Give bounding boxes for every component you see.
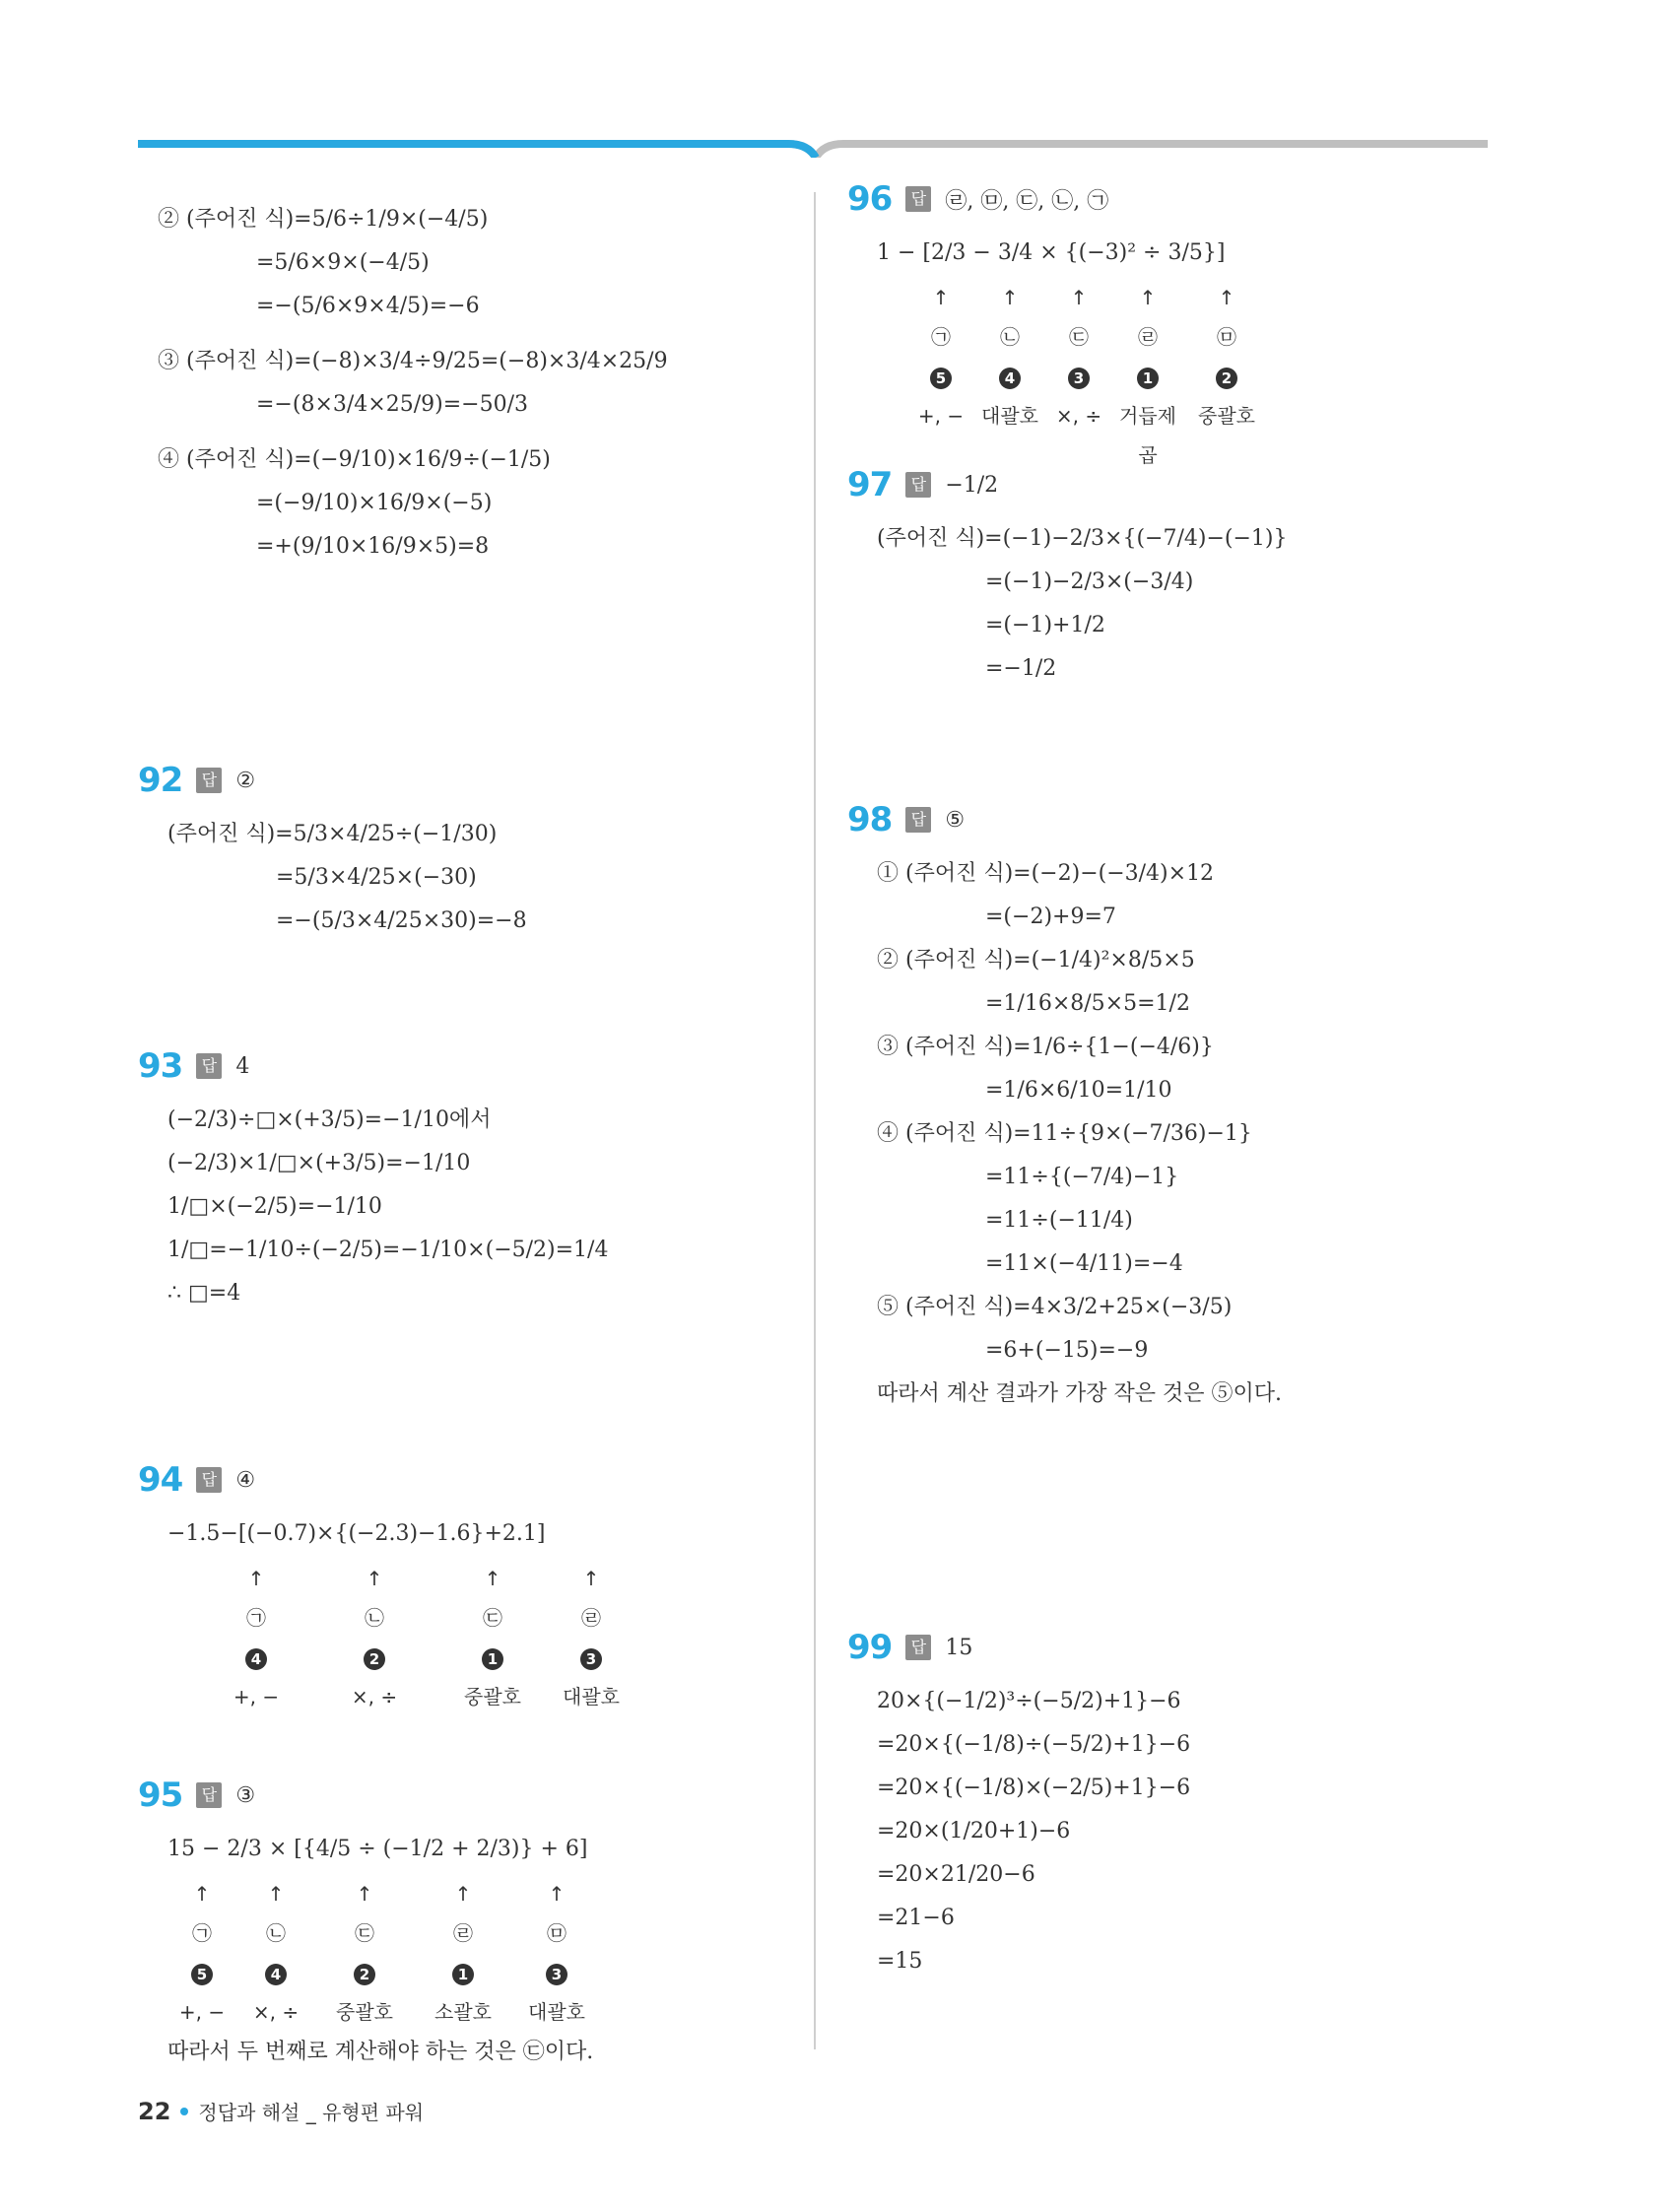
problem-number: 93 <box>138 1046 183 1086</box>
solution-line: 1/□=−1/10÷(−2/5)=−1/10×(−5/2)=1/4 <box>167 1238 609 1262</box>
solution-line: (주어진 식)=5/3×4/25÷(−1/30) <box>167 822 498 846</box>
solution-line: ② (주어진 식)=(−1/4)²×8/5×5 <box>877 948 1195 972</box>
bullet-dot-icon <box>180 2108 188 2115</box>
conclusion: 따라서 계산 결과가 가장 작은 것은 ⑤이다. <box>877 1381 1282 1406</box>
solution-line: 20×{(−1/2)³÷(−5/2)+1}−6 <box>877 1689 1181 1713</box>
solution-line: =1/6×6/10=1/10 <box>985 1078 1172 1103</box>
solution-line: =1/16×8/5×5=1/2 <box>985 991 1190 1016</box>
answer-value: 4 <box>235 1053 250 1079</box>
order-badge: 5 <box>930 368 952 389</box>
solution-line: =20×(1/20+1)−6 <box>877 1819 1071 1843</box>
operation-label: 중괄호 <box>336 2000 393 2024</box>
solution-line: =20×21/20−6 <box>877 1862 1035 1887</box>
problem-number: 96 <box>847 179 893 219</box>
step-letter: ㉡ <box>1000 325 1020 349</box>
problem-92 <box>138 759 768 932</box>
expression: 1 − [2/3 − 3/4 × {(−3)² ÷ 3/5}] <box>877 240 1226 265</box>
up-arrow-icon: ↑ <box>1218 286 1235 309</box>
solution-line: ④ (주어진 식)=11÷{9×(−7/36)−1} <box>877 1121 1252 1146</box>
step-letter: ㉤ <box>547 1921 567 1945</box>
order-badge: 3 <box>1068 368 1090 389</box>
step-letter: ㉣ <box>1138 325 1158 349</box>
solution-line: =−(5/6×9×4/5)=−6 <box>256 294 480 318</box>
order-badge: 4 <box>245 1648 267 1670</box>
solution-line: ⑤ (주어진 식)=4×3/2+25×(−3/5) <box>877 1295 1233 1319</box>
solution-line: =−(5/3×4/25×30)=−8 <box>276 908 527 933</box>
operation-order-map <box>906 278 1478 475</box>
up-arrow-icon: ↑ <box>582 1567 600 1590</box>
answer-value: ③ <box>235 1782 256 1808</box>
footer-title: 정답과 해설 _ 유형편 파워 <box>198 2101 425 2124</box>
solution-line: (주어진 식)=(−1)−2/3×{(−7/4)−(−1)} <box>877 526 1288 551</box>
solution-line: =5/6×9×(−4/5) <box>256 250 430 275</box>
solution-line: ② (주어진 식)=5/6÷1/9×(−4/5) <box>158 207 489 232</box>
operation-label: +, − <box>178 2000 226 2024</box>
page-number: 22 <box>138 2097 171 2125</box>
header-divider-bar <box>0 0 1668 158</box>
solution-line: =11×(−4/11)=−4 <box>985 1251 1183 1276</box>
up-arrow-icon: ↑ <box>366 1567 383 1590</box>
order-badge: 2 <box>364 1648 385 1670</box>
problem-99 <box>847 1626 1478 1973</box>
step-letter: ㉣ <box>453 1921 473 1945</box>
operation-label: ×, ÷ <box>1055 404 1102 428</box>
operation-label: 소괄호 <box>434 2000 492 2024</box>
problem-94 <box>138 1458 768 1716</box>
problem-96 <box>847 177 1478 475</box>
operation-label: 중괄호 <box>464 1685 521 1709</box>
solution-line: =11÷(−11/4) <box>985 1208 1133 1233</box>
step-letter: ㉢ <box>355 1921 374 1945</box>
operation-order-map <box>167 1874 768 2032</box>
solution-line: ① (주어진 식)=(−2)−(−3/4)×12 <box>877 861 1215 886</box>
solution-line: =20×{(−1/8)÷(−5/2)+1}−6 <box>877 1732 1191 1757</box>
order-badge: 4 <box>999 368 1021 389</box>
step-letter: ㉣ <box>581 1606 601 1630</box>
solution-line: =15 <box>877 1949 923 1974</box>
problem-number: 99 <box>847 1628 893 1667</box>
solution-line: ④ (주어진 식)=(−9/10)×16/9÷(−1/5) <box>158 447 551 472</box>
answer-value: ⑤ <box>945 807 966 833</box>
operation-label: 중괄호 <box>1198 404 1255 428</box>
solution-line: ③ (주어진 식)=(−8)×3/4÷9/25=(−8)×3/4×25/9 <box>158 349 668 373</box>
step-letter: ㉠ <box>246 1606 266 1630</box>
operation-label: 대괄호 <box>528 2000 585 2024</box>
solution-line: =20×{(−1/8)×(−2/5)+1}−6 <box>877 1776 1191 1800</box>
answer-tag: 답 <box>905 1635 931 1660</box>
order-badge: 1 <box>482 1648 503 1670</box>
step-letter: ㉡ <box>266 1921 286 1945</box>
order-badge: 5 <box>191 1964 213 1985</box>
solution-line: =−(8×3/4×25/9)=−50/3 <box>256 392 528 417</box>
order-badge: 1 <box>452 1964 474 1985</box>
order-badge: 2 <box>1216 368 1237 389</box>
up-arrow-icon: ↑ <box>1070 286 1088 309</box>
step-letter: ㉢ <box>483 1606 502 1630</box>
solution-line: =6+(−15)=−9 <box>985 1338 1149 1363</box>
solution-line: =(−9/10)×16/9×(−5) <box>256 491 493 515</box>
answer-value: 15 <box>945 1635 973 1660</box>
step-letter: ㉡ <box>365 1606 384 1630</box>
solution-line: ③ (주어진 식)=1/6÷{1−(−4/6)} <box>877 1035 1214 1059</box>
problem-number: 92 <box>138 761 183 800</box>
up-arrow-icon: ↑ <box>454 1882 472 1906</box>
operation-order-map <box>197 1559 768 1716</box>
problem-number: 97 <box>847 465 893 504</box>
up-arrow-icon: ↑ <box>932 286 950 309</box>
answer-tag: 답 <box>196 1467 222 1493</box>
solution-line: =−1/2 <box>985 656 1057 681</box>
answer-tag: 답 <box>905 472 931 498</box>
operation-label: 대괄호 <box>981 404 1038 428</box>
answer-tag: 답 <box>905 807 931 833</box>
answer-value: −1/2 <box>945 472 999 498</box>
order-badge: 1 <box>1137 368 1159 389</box>
up-arrow-icon: ↑ <box>548 1882 566 1906</box>
solution-line: (−2/3)÷□×(+3/5)=−1/10에서 <box>167 1107 492 1132</box>
problem-95 <box>138 1774 768 2063</box>
operation-label: 거듭제곱 <box>1119 404 1176 467</box>
step-letter: ㉢ <box>1069 325 1089 349</box>
problem-93 <box>138 1044 768 1305</box>
solution-line: =11÷{(−7/4)−1} <box>985 1165 1179 1189</box>
problem-number: 95 <box>138 1776 183 1815</box>
operation-label: 대괄호 <box>563 1685 620 1709</box>
operation-label: ×, ÷ <box>252 2000 300 2024</box>
answer-tag: 답 <box>905 186 931 212</box>
problem-number: 98 <box>847 800 893 839</box>
order-badge: 3 <box>546 1964 567 1985</box>
answer-value: ② <box>235 768 256 793</box>
column-divider <box>814 192 816 2049</box>
answer-tag: 답 <box>196 1782 222 1808</box>
operation-label: ×, ÷ <box>351 1685 398 1709</box>
operation-label: +, − <box>917 404 965 428</box>
up-arrow-icon: ↑ <box>356 1882 373 1906</box>
solution-line: =21−6 <box>877 1906 955 1930</box>
up-arrow-icon: ↑ <box>484 1567 501 1590</box>
up-arrow-icon: ↑ <box>1001 286 1019 309</box>
answer-value: ㉣, ㉤, ㉢, ㉡, ㉠ <box>945 188 1109 214</box>
step-letter: ㉤ <box>1217 325 1236 349</box>
problem-97 <box>847 463 1478 680</box>
order-badge: 2 <box>354 1964 375 1985</box>
problem-91-continued <box>158 187 788 558</box>
solution-line: =+(9/10×16/9×5)=8 <box>256 534 490 559</box>
answer-tag: 답 <box>196 768 222 793</box>
order-badge: 4 <box>265 1964 287 1985</box>
step-letter: ㉠ <box>931 325 951 349</box>
up-arrow-icon: ↑ <box>193 1882 211 1906</box>
up-arrow-icon: ↑ <box>267 1882 285 1906</box>
problem-number: 94 <box>138 1460 183 1500</box>
up-arrow-icon: ↑ <box>1139 286 1157 309</box>
solution-line: =(−1)+1/2 <box>985 613 1105 637</box>
conclusion: 따라서 두 번째로 계산해야 하는 것은 ㉢이다. <box>167 2040 594 2064</box>
step-letter: ㉠ <box>192 1921 212 1945</box>
up-arrow-icon: ↑ <box>247 1567 265 1590</box>
solution-line: =(−1)−2/3×(−3/4) <box>985 570 1194 594</box>
solution-line: ∴ □=4 <box>167 1281 241 1306</box>
solution-line: =(−2)+9=7 <box>985 905 1116 929</box>
problem-98 <box>847 798 1478 1405</box>
answer-value: ④ <box>235 1467 256 1493</box>
solution-line: =5/3×4/25×(−30) <box>276 865 477 890</box>
order-badge: 3 <box>580 1648 602 1670</box>
page-footer <box>138 2097 424 2125</box>
operation-label: +, − <box>233 1685 280 1709</box>
solution-line: (−2/3)×1/□×(+3/5)=−1/10 <box>167 1151 471 1175</box>
expression: 15 − 2/3 × [{4/5 ÷ (−1/2 + 2/3)} + 6] <box>167 1837 588 1861</box>
expression: −1.5−[(−0.7)×{(−2.3)−1.6}+2.1] <box>167 1521 546 1546</box>
answer-tag: 답 <box>196 1053 222 1079</box>
solution-line: 1/□×(−2/5)=−1/10 <box>167 1194 382 1219</box>
